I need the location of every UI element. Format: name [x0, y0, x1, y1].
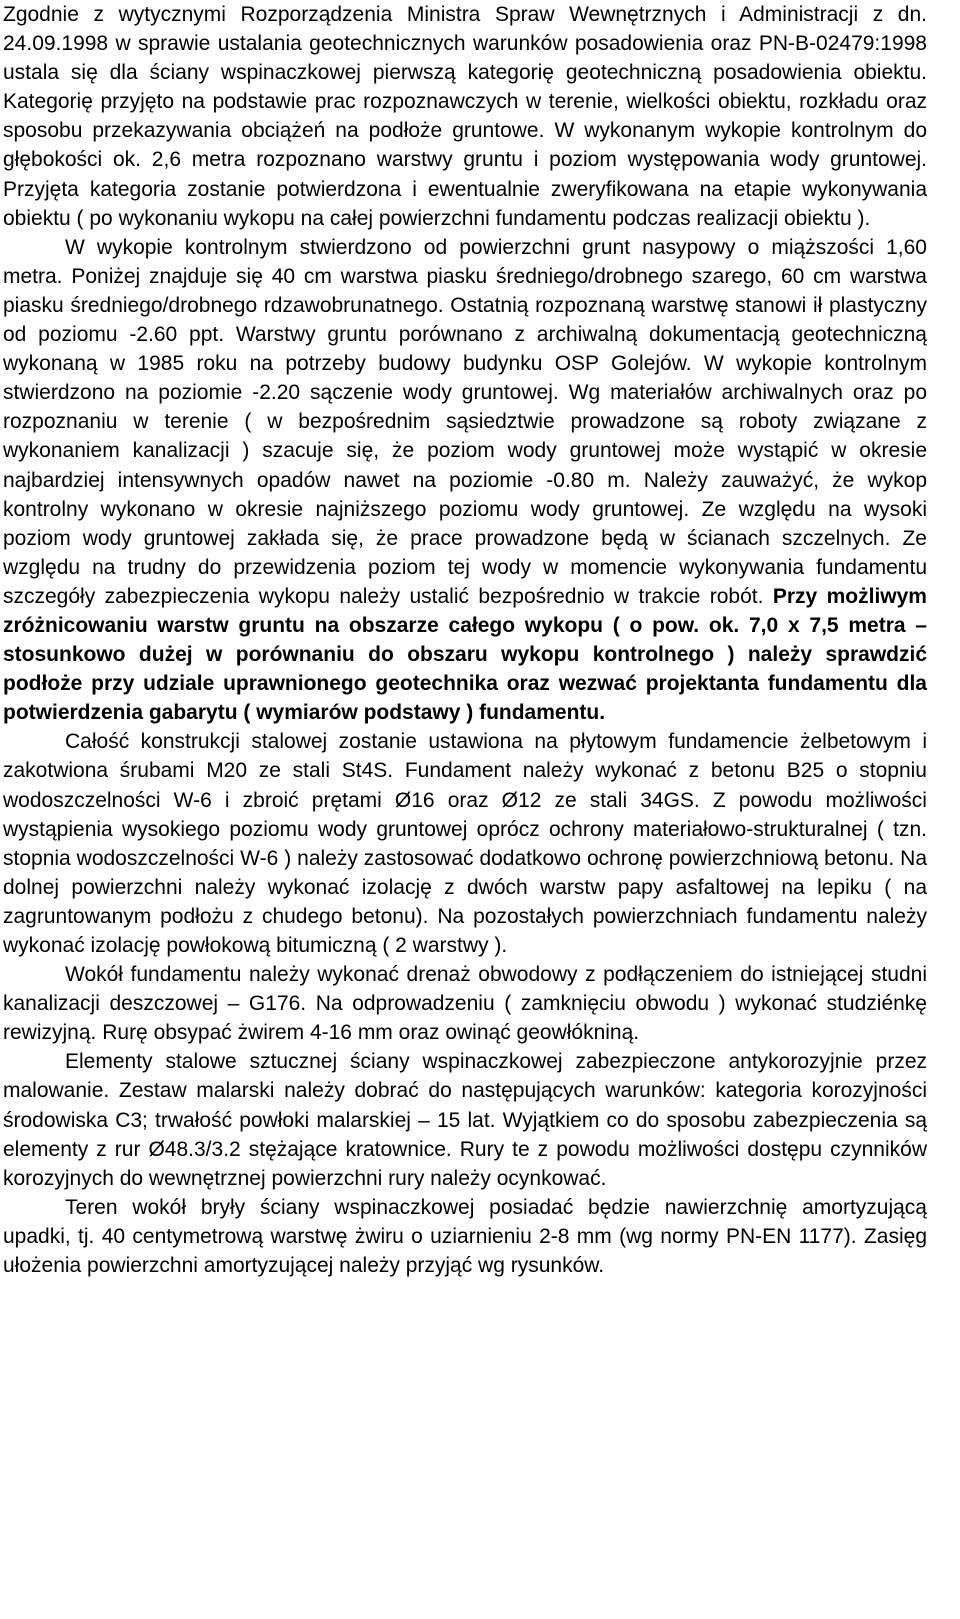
sentence: Na odprowadzeniu ( zamknięciu obwodu ) wykonać studziénkę rewizyjną.	[3, 992, 927, 1045]
paragraph-drainage	[3, 960, 927, 1047]
paragraph-geotechnical-category	[3, 0, 927, 233]
sentence: Fundament należy wykonać z betonu B25 o stopniu wodoszczelności W-6 i zbroić prętami Ø16 oraz Ø12 ze stali 34GS.	[3, 759, 927, 812]
bold-warning-text: Przy możliwym zróżnicowaniu warstw gruntu na obszarze całego wykopu ( o pow. ok. 7,0 x 7,5 metra – stosunkowo dużej w porównaniu do obszaru wykopu kontrolnego ) należy sprawdzić podłoże przy udziale uprawnionego geotechnika oraz wezwać projektanta fundamentu dla potwierdzenia gabarytu ( wymiarów podstawy ) fundamentu.	[3, 584, 927, 725]
paragraph-impact-surface	[3, 1193, 927, 1280]
sentence: W wykopie kontrolnym stwierdzono na poziomie -2.20 sączenie wody gruntowej.	[3, 352, 927, 405]
sentence: Poniżej znajduje się 40 cm warstwa piasku średniego/drobnego szarego, 60 cm warstwa piasku średniego/drobnego rdzawobrunatnego.	[3, 264, 927, 317]
sentence: W wykonanym wykopie kontrolnym do głębokości ok. 2,6 metra rozpoznano warstwy gruntu i poziom występowania wody gruntowej.	[3, 119, 928, 172]
sentence: Teren wokół bryły ściany wspinaczkowej posiadać będzie nawierzchnię amortyzującą upadki, tj. 40 centymetrową warstwę żwiru o uziarnieniu 2-8 mm (wg normy PN-EN 1177).	[3, 1195, 927, 1248]
sentence: W wykopie kontrolnym stwierdzono od powierzchni grunt nasypowy o miąższości 1,60 metra.	[3, 235, 927, 288]
sentence: Ze względu na wysoki poziom wody gruntowej zakłada się, że prace prowadzone będą w ścianach szczelnych.	[3, 497, 927, 550]
sentence: Rurę obsypać żwirem 4-16 mm oraz owinąć geowłókniną.	[102, 1021, 640, 1045]
sentence: Elementy stalowe sztucznej ściany wspinaczkowej zabezpieczone antykorozyjnie przez malowanie.	[3, 1050, 927, 1103]
sentence: Ze względu na trudny do przewidzenia poziom tej wody w momencie wykonywania fundamentu szczegóły zabezpieczenia wykopu należy ustalić bezpośrednio w trakcie robót.	[3, 526, 927, 608]
sentence: Warstwy gruntu porównano z archiwalną dokumentacją geotechniczną wykonaną w 1985 roku na potrzeby budowy budynku OSP Golejów.	[3, 323, 927, 376]
sentence: Na pozostałych powierzchniach fundamentu należy wykonać izolację powłokową bitumiczną ( 2 warstwy ).	[3, 904, 927, 957]
sentence: Zasięg ułożenia powierzchni amortyzującej należy przyjąć wg rysunków.	[3, 1224, 927, 1278]
sentence: Przyjęta kategoria zostanie potwierdzona i ewentualnie zweryfikowana na etapie wykonywania obiektu ( po wykonaniu wykopu na całej powierzchni fundamentu podczas realizacji obiektu ).	[3, 177, 927, 230]
paragraph-foundation	[3, 727, 927, 960]
sentence: Zgodnie z wytycznymi Rozporządzenia Ministra Spraw Wewnętrznych i Administracji z dn. 24.09.1998 w sprawie ustalania geotechnicznych warunków posadowienia oraz PN-B-02479:1998 ustala się dla ściany wspinaczkowej pierwszą kategorię geotechniczną posadowienia obiektu.	[3, 3, 927, 85]
document-page	[3, 0, 927, 1280]
sentence: Rury te z powodu możliwości dostępu czynników korozyjnych do wewnętrznej powierzchni rury należy ocynkować.	[3, 1137, 927, 1190]
sentence: Na dolnej powierzchni należy wykonać izolację z dwóch warstw papy asfaltowej na lepiku ( na zagruntowanym podłożu z chudego betonu).	[3, 846, 928, 928]
sentence: Należy zauważyć, że wykop kontrolny wykonano w okresie najniższego poziomu wody gruntowej.	[3, 468, 927, 521]
sentence: Kategorię przyjęto na podstawie prac rozpoznawczych w terenie, wielkości obiektu, rozkładu oraz sposobu przekazywania obciążeń na podłoże gruntowe.	[3, 90, 927, 143]
sentence: Wyjątkiem co do sposobu zabezpieczenia są elementy z rur Ø48.3/3.2 stężające kratownice.	[3, 1108, 927, 1161]
sentence: Wokół fundamentu należy wykonać drenaż obwodowy z podłączeniem do istniejącej studni kanalizacji deszczowej – G176.	[3, 963, 927, 1016]
sentence: Całość konstrukcji stalowej zostanie ustawiona na płytowym fundamencie żelbetowym i zakotwiona śrubami M20 ze stali St4S.	[3, 730, 927, 783]
paragraph-corrosion-protection	[3, 1047, 927, 1192]
sentence: Zestaw malarski należy dobrać do następujących warunków: kategoria korozyjności środowiska C3; trwałość powłoki malarskiej – 15 lat.	[3, 1079, 927, 1132]
sentence: Wg materiałów archiwalnych oraz po rozpoznaniu w terenie ( w bezpośrednim sąsiedztwie prowadzone są roboty związane z wykonaniem kanalizacji ) szacuje się, że poziom wody gruntowej może wystąpić w okresie najbardziej intensywnych opadów nawet na poziomie -0.80 m.	[3, 381, 927, 492]
sentence: Z powodu możliwości wystąpienia wysokiego poziomu wody gruntowej oprócz ochrony materiałowo-strukturalnej ( tzn. stopnia wodoszczelności W-6 ) należy zastosować dodatkowo ochronę powierzchniową betonu.	[3, 788, 927, 870]
paragraph-soil-layers	[3, 233, 927, 728]
sentence: Ostatnią rozpoznaną warstwę stanowi ił plastyczny od poziomu -2.60 ppt.	[3, 293, 927, 347]
